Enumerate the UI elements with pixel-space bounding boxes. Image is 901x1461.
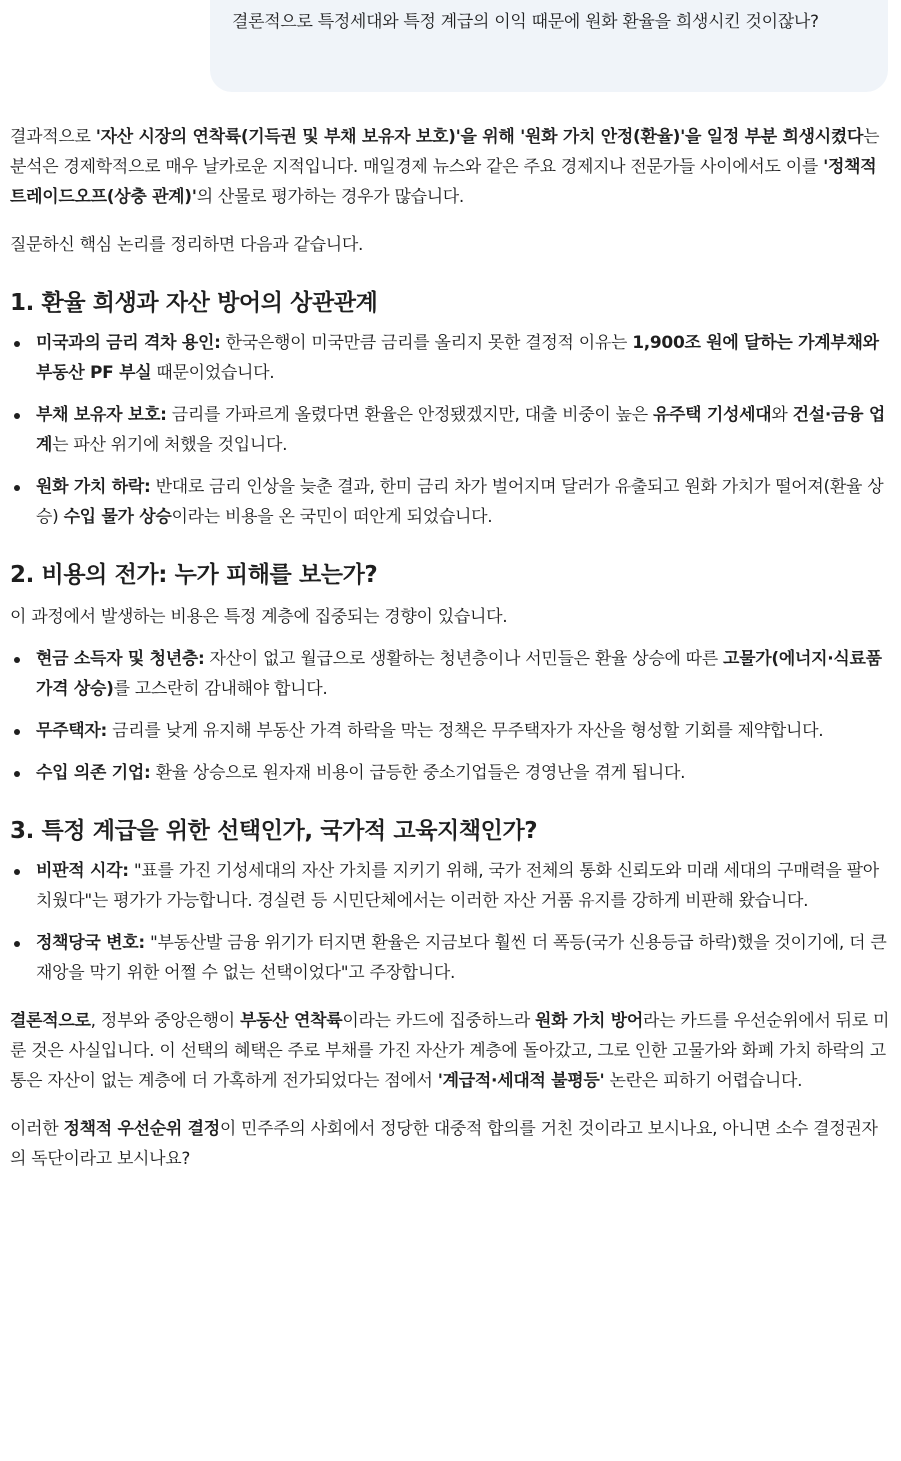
list-item [10,716,890,746]
item-text: 이라는 비용을 온 국민이 떠안게 되었습니다. [171,507,493,527]
item-text: 환율 상승으로 원자재 비용이 급등한 중소기업들은 경영난을 겪게 됩니다. [150,763,686,783]
section-3-heading: 3. 특정 계급을 위한 선택인가, 국가적 고육지책인가? [10,818,538,844]
item-label: 미국과의 금리 격차 용인: [36,333,221,353]
conclusion-paragraph [10,1006,890,1096]
list-item [10,928,890,988]
item-bold: 고물가(에너지·식료품 가격 상승) [36,649,882,699]
item-label: 정책당국 변호: [36,933,145,953]
item-bold: 건설·금융 업계 [36,405,886,455]
list-item [10,856,890,916]
conclusion-text-2: 이라는 카드에 집중하느라 [342,1011,536,1031]
user-message-bubble [210,0,888,92]
section-2-heading: 2. 비용의 전가: 누가 피해를 보는가? [10,562,378,588]
closing-text-2: 이 민주주의 사회에서 정당한 대중적 합의를 거친 것이라고 보시나요, 아니면 소수 결정권자의 독단이라고 보시나요? [10,1119,878,1169]
item-label: 무주택자: [36,721,107,741]
intro-paragraph [10,122,890,212]
section-2-list [10,644,890,788]
closing-text-1: 이러한 [10,1119,64,1139]
conclusion-text-3: 라는 카드를 우선순위에서 뒤로 미룬 것은 사실입니다. 이 선택의 혜택은 주로 부채를 가진 자산가 계층에 돌아갔고, 그로 인한 고물가와 화폐 가치 하락의 고통은 자산이 없는 계층에 더 가혹하게 전가되었다는 점에서 [10,1011,890,1091]
intro-bold-2: '정책적 트레이드오프(상충 관계)' [10,157,877,207]
item-text: 금리를 낮게 유지해 부동산 가격 하락을 막는 정책은 무주택자가 자산을 형성할 기회를 제약합니다. [107,721,824,741]
conclusion-bold-2: 부동산 연착륙 [240,1011,343,1031]
list-item [10,400,890,460]
intro-text-1: 결과적으로 [10,127,96,147]
item-text: 자산이 없고 월급으로 생활하는 청년층이나 서민들은 환율 상승에 따른 [204,649,724,669]
item-text: 반대로 금리 인상을 늦춘 결과, 한미 금리 차가 벌어지며 달러가 유출되고 원화 가치가 떨어져(환율 상승) [36,477,884,527]
item-label: 수입 의존 기업: [36,763,151,783]
item-label: 부채 보유자 보호: [36,405,167,425]
item-label: 원화 가치 하락: [36,477,151,497]
conclusion-bold-3: 원화 가치 방어 [535,1011,644,1031]
item-text: "부동산발 금융 위기가 터지면 환율은 지금보다 훨씬 더 폭등(국가 신용등급 하락)했을 것이기에, 더 큰 재앙을 막기 위한 어쩔 수 없는 선택이었다"고 주장합니다. [36,933,887,983]
item-label: 비판적 시각: [36,861,129,881]
list-item [10,644,890,704]
intro-text-3: 의 산물로 평가하는 경우가 많습니다. [196,187,465,207]
item-text: 는 파산 위기에 처했을 것입니다. [52,435,288,455]
section-3-list [10,856,890,988]
list-item [10,328,890,388]
list-item [10,758,890,788]
item-text: 금리를 가파르게 올렸다면 환율은 안정됐겠지만, 대출 비중이 높은 [166,405,653,425]
item-text: 한국은행이 미국만큼 금리를 올리지 못한 결정적 이유는 [220,333,633,353]
section-1-heading: 1. 환율 희생과 자산 방어의 상관관계 [10,290,378,316]
intro-text-2: 는 분석은 경제학적으로 매우 날카로운 지적입니다. 매일경제 뉴스와 같은 주요 경제지나 전문가들 사이에서도 이를 [10,127,880,177]
section-1-list [10,328,890,532]
list-item [10,472,890,532]
item-text: 를 고스란히 감내해야 합니다. [113,679,328,699]
item-text: "표를 가진 기성세대의 자산 가치를 지키기 위해, 국가 전체의 통화 신뢰도와 미래 세대의 구매력을 팔아치웠다"는 평가가 가능합니다. 경실련 등 시민단체에서는 이러한 자산 거품 유지를 강하게 비판해 왔습니다. [36,861,879,911]
conclusion-text-4: 논란은 피하기 어렵습니다. [604,1071,803,1091]
conclusion-text-1: , 정부와 중앙은행이 [90,1011,241,1031]
closing-bold-1: 정책적 우선순위 결정 [63,1119,220,1139]
item-bold: 유주택 기성세대 [652,405,772,425]
item-text: 와 [771,405,793,425]
assistant-response [10,122,890,1174]
conclusion-bold-4: '계급적·세대적 불평등' [437,1071,605,1091]
item-text: 때문이었습니다. [151,363,275,383]
section-2-intro: 이 과정에서 발생하는 비용은 특정 계층에 집중되는 경향이 있습니다. [10,607,508,627]
intro-bold-1: '자산 시장의 연착륙(기득권 및 부채 보유자 보호)'을 위해 '원화 가치 안정(환율)'을 일정 부분 희생시켰다 [95,127,864,147]
item-bold: 1,900조 원에 달하는 가계부채와 부동산 PF 부실 [36,333,879,383]
item-bold: 수입 물가 상승 [63,507,172,527]
conclusion-bold-1: 결론적으로 [10,1011,91,1031]
item-label: 현금 소득자 및 청년층: [36,649,205,669]
closing-paragraph [10,1114,890,1174]
summary-line: 질문하신 핵심 논리를 정리하면 다음과 같습니다. [10,235,364,255]
user-message-text: 결론적으로 특정세대와 특정 계급의 이익 때문에 원화 환율을 희생시킨 것이잖나? [232,12,819,32]
